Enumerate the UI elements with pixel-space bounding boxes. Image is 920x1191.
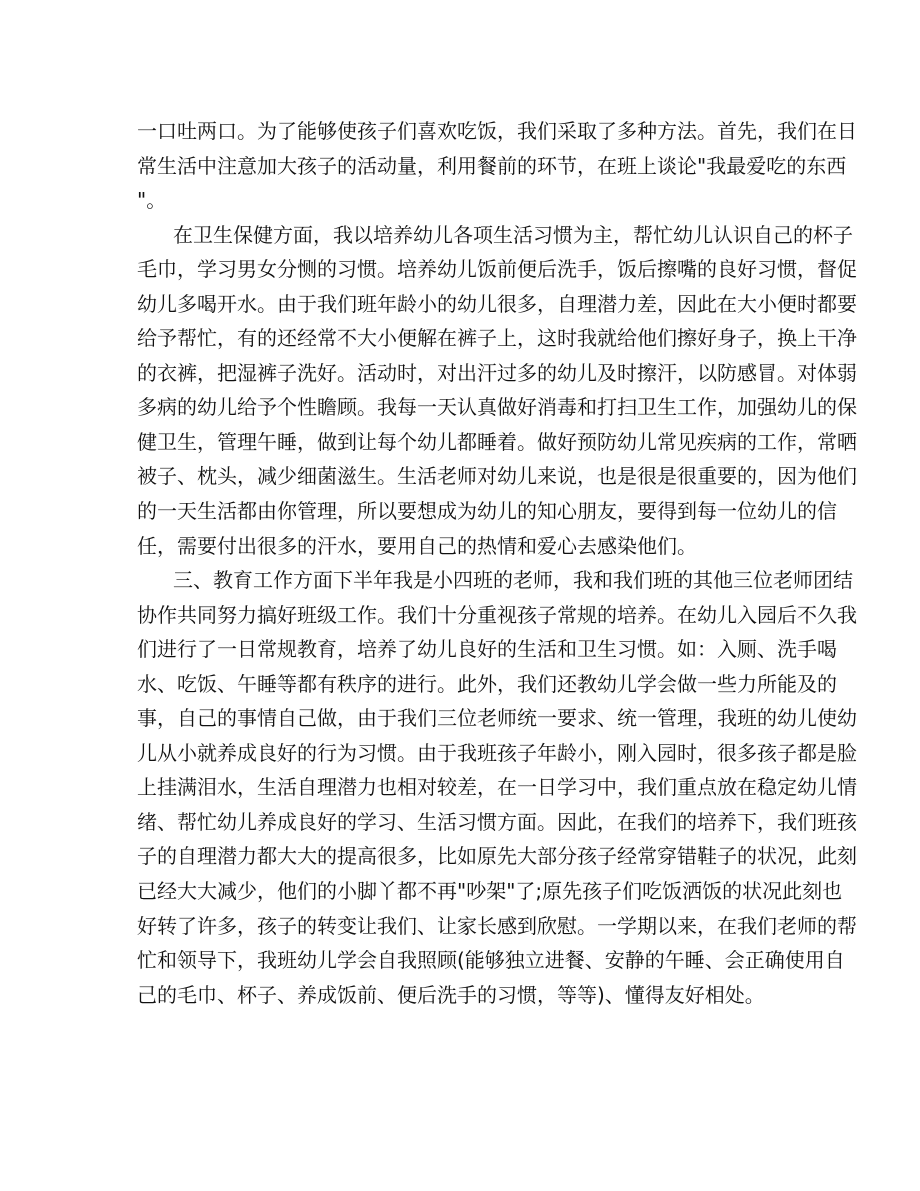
text-line: 儿从小就养成良好的行为习惯。由于我班孩子年龄小，刚入园时，很多孩子都是脸	[137, 740, 857, 765]
text-line: 多病的幼儿给予个性瞻顾。我每一天认真做好消毒和打扫卫生工作，加强幼儿的保	[137, 395, 857, 420]
text-line: 绪、帮忙幼儿养成良好的学习、生活习惯方面。因此，在我们的培养下，我们班孩	[137, 809, 857, 834]
text-line: 好转了许多，孩子的转变让我们、让家长感到欣慰。一学期以来，在我们老师的帮	[137, 913, 857, 938]
text-line: 健卫生，管理午睡，做到让每个幼儿都睡着。做好预防幼儿常见疾病的工作，常晒	[137, 429, 857, 454]
paragraph-p2	[137, 218, 857, 563]
text-line: 给予帮忙，有的还经常不大小便解在裤子上，这时我就给他们擦好身子，换上干净	[137, 326, 857, 351]
text-line: 已经大大减少，他们的小脚丫都不再"吵架"了;原先孩子们吃饭洒饭的状况此刻也	[137, 879, 843, 904]
text-line: 的衣裤，把湿裤子洗好。活动时，对出汗过多的幼儿及时擦汗，以防感冒。对体弱	[137, 360, 857, 385]
text-line: 己的毛巾、杯子、养成饭前、便后洗手的习惯，等等)、懂得友好相处。	[137, 982, 765, 1007]
text-line: 在卫生保健方面，我以培养幼儿各项生活习惯为主，帮忙幼儿认识自己的杯子	[173, 222, 853, 247]
text-line: 任，需要付出很多的汗水，要用自己的热情和爱心去感染他们。	[137, 533, 697, 558]
text-line: 幼儿多喝开水。由于我们班年龄小的幼儿很多，自理潜力差，因此在大小便时都要	[137, 291, 857, 316]
text-line: 一口吐两口。为了能够使孩子们喜欢吃饭，我们采取了多种方法。首先，我们在日	[137, 119, 857, 143]
text-line: 被子、枕头，减少细菌滋生。生活老师对幼儿来说，也是很是很重要的，因为他们	[137, 464, 857, 489]
paragraph-p1	[137, 114, 857, 218]
text-line: 上挂满泪水，生活自理潜力也相对较差，在一日学习中，我们重点放在稳定幼儿情	[137, 775, 857, 800]
document-body	[137, 114, 857, 1012]
text-line: 水、吃饭、午睡等都有秩序的进行。此外，我们还教幼儿学会做一些力所能及的	[137, 671, 837, 696]
text-line: 的一天生活都由你管理，所以要想成为幼儿的知心朋友，要得到每一位幼儿的信	[137, 499, 837, 524]
text-line: 忙和领导下，我班幼儿学会自我照顾(能够独立进餐、安静的午睡、会正确使用自	[137, 948, 845, 973]
text-line: 事，自己的事情自己做，由于我们三位老师统一要求、统一管理，我班的幼儿使幼	[137, 706, 857, 731]
text-line: 协作共同努力搞好班级工作。我们十分重视孩子常规的培养。在幼儿入园后不久我	[137, 602, 857, 627]
text-line: 三、教育工作方面下半年我是小四班的老师，我和我们班的其他三位老师团结	[173, 568, 853, 593]
text-line: 子的自理潜力都大大的提高很多，比如原先大部分孩子经常穿错鞋子的状况，此刻	[137, 844, 857, 869]
text-line: "。	[137, 188, 167, 213]
text-line: 们进行了一日常规教育，培养了幼儿良好的生活和卫生习惯。如：入厕、洗手喝	[137, 637, 837, 662]
text-line: 毛巾，学习男女分恻的习惯。培养幼儿饭前便后洗手，饭后擦嘴的良好习惯，督促	[137, 257, 857, 282]
paragraph-p3	[137, 563, 857, 1012]
text-line: 常生活中注意加大孩子的活动量，利用餐前的环节，在班上谈论"我最爱吃的东西	[137, 153, 847, 178]
